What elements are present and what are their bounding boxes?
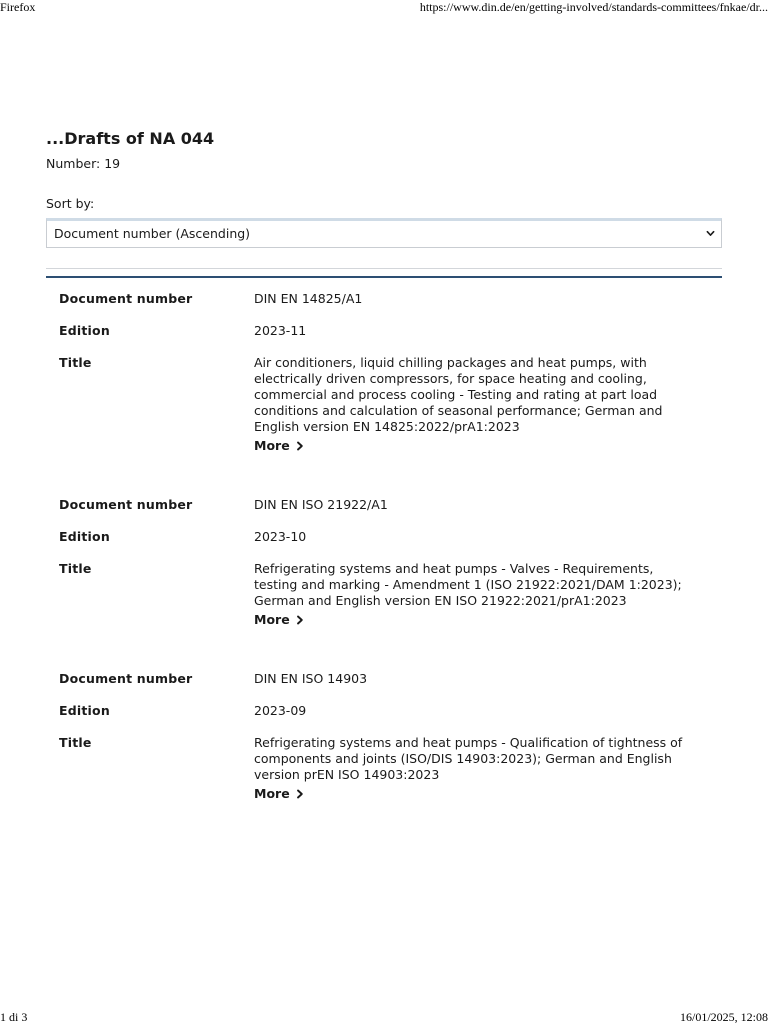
print-datetime: 16/01/2025, 12:08 xyxy=(679,1010,768,1024)
more-link[interactable] xyxy=(254,438,304,454)
document-number-row xyxy=(59,291,709,307)
page-url: https://www.din.de/en/getting-involved/standards-committees/fnkae/dr... xyxy=(419,0,768,14)
chevron-down-icon xyxy=(706,229,715,238)
result-item xyxy=(59,291,709,454)
title-label: Title xyxy=(59,355,92,370)
divider xyxy=(46,268,722,269)
print-footer xyxy=(0,1010,768,1024)
edition-label: Edition xyxy=(59,323,110,338)
chevron-right-icon xyxy=(296,615,304,625)
edition-value: 2023-11 xyxy=(254,323,307,338)
title-value: Refrigerating systems and heat pumps - Valves - Requirements, testing and marking - Amendment 1 (ISO 21922:2021/DAM 1:2023); German and English version EN ISO 21922:2021/prA1:2023 xyxy=(254,561,682,608)
edition-row xyxy=(59,703,709,719)
edition-label: Edition xyxy=(59,529,110,544)
more-link-label: More xyxy=(254,438,290,453)
title-row xyxy=(59,561,709,609)
sort-dropdown-value: Document number (Ascending) xyxy=(54,226,251,241)
edition-value: 2023-10 xyxy=(254,529,307,544)
title-row xyxy=(59,735,709,783)
chevron-right-icon xyxy=(296,441,304,451)
edition-row xyxy=(59,323,709,339)
more-link-label: More xyxy=(254,786,290,801)
title-value: Refrigerating systems and heat pumps - Qualification of tightness of components and joints (ISO/DIS 14903:2023); German and English version prEN ISO 14903:2023 xyxy=(254,735,683,782)
print-header xyxy=(0,0,768,16)
results-list xyxy=(46,291,722,802)
edition-label: Edition xyxy=(59,703,110,718)
chevron-right-icon xyxy=(296,789,304,799)
sort-label: Sort by: xyxy=(46,196,95,211)
result-count-label: Number: xyxy=(46,156,101,171)
title-label: Title xyxy=(59,561,92,576)
more-link[interactable] xyxy=(254,612,304,628)
more-link-label: More xyxy=(254,612,290,627)
sort-dropdown[interactable] xyxy=(46,218,722,248)
result-count xyxy=(46,156,722,172)
drafts-section xyxy=(46,128,722,802)
browser-name: Firefox xyxy=(0,0,36,14)
page-title: ...Drafts of NA 044 xyxy=(46,129,215,148)
result-count-value: 19 xyxy=(104,156,121,171)
title-value: Air conditioners, liquid chilling packages and heat pumps, with electrically driven compressors, for space heating and cooling, commercial and process cooling - Testing and rating at part load conditions and calculation of seasonal performance; German and English version EN 14825:2022/prA1:2023 xyxy=(254,355,663,434)
document-number-label: Document number xyxy=(59,671,193,686)
result-item xyxy=(59,497,709,628)
results-divider xyxy=(46,276,722,278)
title-row xyxy=(59,355,709,435)
document-number-row xyxy=(59,497,709,513)
edition-row xyxy=(59,529,709,545)
result-item xyxy=(59,671,709,802)
document-number-value: DIN EN ISO 14903 xyxy=(254,671,368,686)
page-counter: 1 di 3 xyxy=(0,1010,28,1024)
document-number-value: DIN EN 14825/A1 xyxy=(254,291,363,306)
title-label: Title xyxy=(59,735,92,750)
document-number-label: Document number xyxy=(59,497,193,512)
edition-value: 2023-09 xyxy=(254,703,307,718)
document-number-label: Document number xyxy=(59,291,193,306)
more-link[interactable] xyxy=(254,786,304,802)
document-number-row xyxy=(59,671,709,687)
document-number-value: DIN EN ISO 21922/A1 xyxy=(254,497,388,512)
